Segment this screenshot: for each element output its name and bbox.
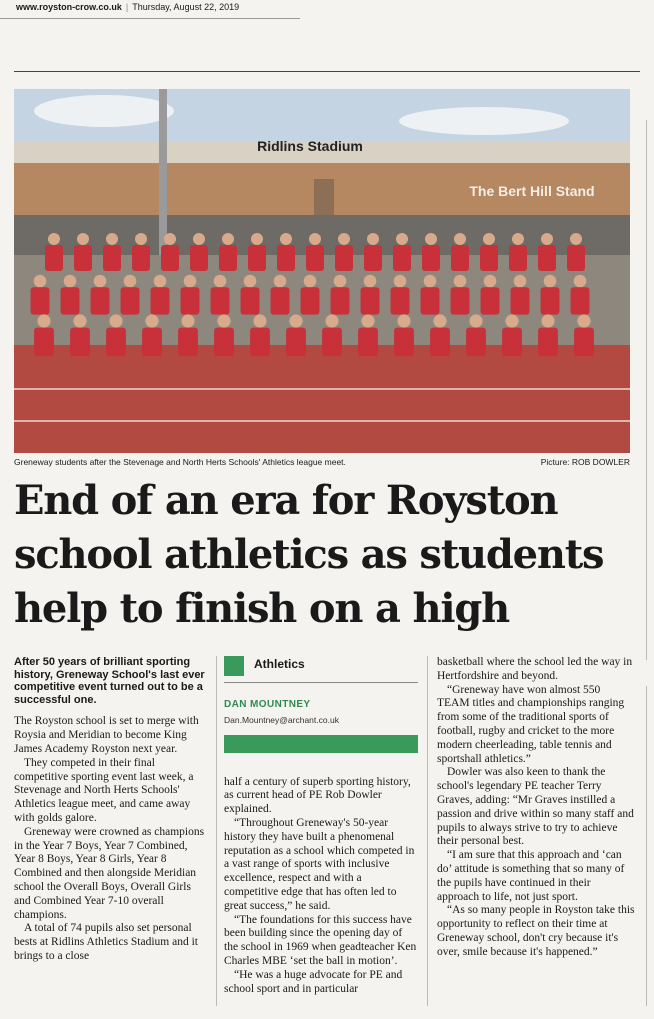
athlete-head <box>217 314 230 327</box>
team-photo <box>14 89 630 453</box>
athlete-head <box>106 233 118 245</box>
athlete-head <box>48 233 60 245</box>
athlete-head <box>289 314 302 327</box>
standfirst: After 50 years of brilliant sporting history, Greneway School's last ever competitive event turned out to be a successful one. <box>14 656 205 706</box>
article-column-1 <box>14 656 210 964</box>
column-body <box>224 776 418 997</box>
athlete-head <box>164 233 176 245</box>
athlete-head <box>338 233 350 245</box>
athlete-vest <box>241 287 260 314</box>
athlete-vest <box>502 328 522 357</box>
stand-sign: The Bert Hill Stand <box>469 183 595 199</box>
paragraph: “The foundations for this success have been building since the opening day of the school in 1969 when geadteacher Ken Charles MBE ‘set the ball in motion’. <box>224 913 417 967</box>
athlete-head <box>325 314 338 327</box>
team-photo-illustration <box>14 89 630 453</box>
athlete-vest <box>190 245 208 271</box>
athlete-vest <box>509 245 527 271</box>
athlete-head <box>77 233 89 245</box>
athlete-vest <box>271 287 290 314</box>
athlete-head <box>34 275 47 288</box>
article-column-3 <box>437 656 635 960</box>
athlete-head <box>364 275 377 288</box>
athlete-vest <box>103 245 121 271</box>
header-rule <box>0 18 300 19</box>
athlete-vest <box>31 287 50 314</box>
headline-line: help to finish on a high <box>14 585 509 632</box>
athlete-vest <box>91 287 110 314</box>
athlete-vest <box>361 287 380 314</box>
athlete-head <box>145 314 158 327</box>
athlete-head <box>361 314 374 327</box>
author-byline: DAN MOUNTNEY <box>224 699 311 710</box>
athlete-head <box>94 275 107 288</box>
athlete-head <box>64 275 77 288</box>
athlete-head <box>253 314 266 327</box>
athlete-vest <box>61 287 80 314</box>
athlete-vest <box>466 328 486 357</box>
stadium-sign: Ridlins Stadium <box>257 138 363 154</box>
athlete-head <box>181 314 194 327</box>
page-edge-line-lower <box>646 686 647 1006</box>
athlete-head <box>512 233 524 245</box>
athlete-vest <box>574 328 594 357</box>
athlete-vest <box>214 328 234 357</box>
paragraph: “I am sure that this approach and ‘can do’ attitude is something that so many of the pupils have continued in their approach to life, not just sport. <box>437 849 625 903</box>
athlete-head <box>424 275 437 288</box>
athlete-vest <box>430 328 450 357</box>
athlete-head <box>274 275 287 288</box>
photo-caption <box>14 455 630 469</box>
paragraph: They competed in their final competitive sporting event last week, a Stevenage and North Herts Schools' Athletics league meet, and came away with golds galore. <box>14 756 194 824</box>
athlete-head <box>367 233 379 245</box>
athlete-vest <box>181 287 200 314</box>
athlete-vest <box>335 245 353 271</box>
athlete-vest <box>511 287 530 314</box>
athlete-vest <box>571 287 590 314</box>
athlete-head <box>251 233 263 245</box>
athlete-head <box>244 275 257 288</box>
athlete-vest <box>391 287 410 314</box>
headline-line: school athletics as students <box>14 531 604 578</box>
athlete-head <box>309 233 321 245</box>
athlete-vest <box>451 287 470 314</box>
athlete-head <box>396 233 408 245</box>
athlete-vest <box>286 328 306 357</box>
athlete-vest <box>161 245 179 271</box>
caption-text: Greneway students after the Stevenage and North Herts Schools' Athletics league meet. <box>14 457 346 467</box>
paragraph: “He was a huge advocate for PE and school sport and in particular <box>224 968 403 995</box>
athlete-vest <box>74 245 92 271</box>
athlete-head <box>304 275 317 288</box>
athlete-vest <box>151 287 170 314</box>
site-url: www.royston-crow.co.uk <box>16 2 122 12</box>
athlete-vest <box>277 245 295 271</box>
athlete-vest <box>34 328 54 357</box>
athlete-vest <box>451 245 469 271</box>
headline-line: End of an era for Royston <box>14 477 558 524</box>
paragraph: “As so many people in Royston take this opportunity to reflect on their time at Greneway school, don't cry because it's over, smile because it's happened.” <box>437 904 635 958</box>
athlete-vest <box>538 245 556 271</box>
paragraph: A total of 74 pupils also set personal bests at Ridlins Athletics Stadium and it brings to a close <box>14 922 198 962</box>
stand-door <box>314 179 334 215</box>
athlete-head <box>397 314 410 327</box>
athlete-vest <box>538 328 558 357</box>
headline <box>14 474 640 636</box>
athlete-vest <box>211 287 230 314</box>
athlete-vest <box>364 245 382 271</box>
article-column-2 <box>224 656 418 996</box>
athlete-vest <box>480 245 498 271</box>
athlete-vest <box>248 245 266 271</box>
athlete-head <box>541 233 553 245</box>
athlete-vest <box>45 245 63 271</box>
athlete-head <box>570 233 582 245</box>
paragraph: Greneway were crowned as champions in the Year 7 Boys, Year 7 Combined, Year 8 Boys, Year 8 Girls, Year 8 Combined and then alongside Meridian school the Overall Boys, Overall Girls and Combined Year 7-10 overall champions. <box>14 825 205 921</box>
section-top-rule <box>14 71 640 72</box>
athlete-vest <box>306 245 324 271</box>
athlete-vest <box>132 245 150 271</box>
athlete-vest <box>301 287 320 314</box>
athlete-head <box>541 314 554 327</box>
running-track <box>14 345 630 453</box>
athlete-head <box>280 233 292 245</box>
athlete-vest <box>393 245 411 271</box>
athlete-head <box>193 233 205 245</box>
page-edge-line <box>646 120 647 660</box>
athlete-vest <box>541 287 560 314</box>
paragraph: basketball where the school led the way in Hertfordshire and beyond. <box>437 656 633 682</box>
athlete-head <box>469 314 482 327</box>
column-divider <box>216 656 217 1006</box>
athlete-vest <box>121 287 140 314</box>
athlete-head <box>425 233 437 245</box>
athlete-vest <box>481 287 500 314</box>
paragraph: “Greneway have won almost 550 TEAM titles and championships ranging from some of the traditional sports of football, rugby and cricket to the more modern cheerleading, table tennis and sportshall athletics.” <box>437 683 625 765</box>
athlete-vest <box>358 328 378 357</box>
floodlight-pole <box>159 89 167 259</box>
athlete-head <box>214 275 227 288</box>
athlete-vest <box>250 328 270 357</box>
paragraph: Dowler was also keen to thank the school's legendary PE teacher Terry Graves, adding: “Mr Graves instilled a passion and drive within so many staff and pupils to always strive to try to achieve their personal best. <box>437 766 634 848</box>
section-tag <box>224 656 418 682</box>
athlete-head <box>154 275 167 288</box>
athlete-vest <box>421 287 440 314</box>
athlete-head <box>433 314 446 327</box>
athlete-vest <box>142 328 162 357</box>
athlete-vest <box>331 287 350 314</box>
athlete-head <box>184 275 197 288</box>
athlete-head <box>394 275 407 288</box>
author-email: Dan.Mountney@archant.co.uk <box>224 714 339 725</box>
athlete-head <box>73 314 86 327</box>
athlete-head <box>109 314 122 327</box>
cloud <box>399 107 569 135</box>
athlete-head <box>574 275 587 288</box>
athlete-head <box>483 233 495 245</box>
section-rule <box>224 682 418 683</box>
athlete-head <box>124 275 137 288</box>
athlete-head <box>135 233 147 245</box>
section-label: Athletics <box>254 657 305 671</box>
athlete-head <box>334 275 347 288</box>
header-separator: | <box>125 2 129 12</box>
issue-date: Thursday, August 22, 2019 <box>132 2 240 12</box>
athlete-head <box>484 275 497 288</box>
cloud <box>34 95 174 127</box>
athlete-vest <box>422 245 440 271</box>
athlete-head <box>505 314 518 327</box>
athlete-head <box>222 233 234 245</box>
paragraph: The Royston school is set to merge with Roysia and Meridian to become King James Academy Royston next year. <box>14 715 199 755</box>
athlete-vest <box>567 245 585 271</box>
column-divider <box>427 656 428 1006</box>
page-header <box>16 0 636 14</box>
paragraph: half a century of superb sporting history, as current head of PE Rob Dowler explained. <box>224 775 411 816</box>
photo-credit: Picture: ROB DOWLER <box>540 457 630 467</box>
athlete-head <box>454 275 467 288</box>
athlete-head <box>577 314 590 327</box>
athlete-head <box>514 275 527 288</box>
athlete-vest <box>70 328 90 357</box>
athlete-vest <box>106 328 126 357</box>
athlete-head <box>454 233 466 245</box>
section-marker-icon <box>224 656 244 676</box>
paragraph: “Throughout Greneway's 50-year history they have built a phenomenal reputation as a school which competed in a vast range of sports with inclusive excellence, respect and with a competitive edge that has often led to great success,” he said. <box>224 816 415 912</box>
athlete-vest <box>219 245 237 271</box>
byline-bar <box>224 735 418 753</box>
athlete-vest <box>394 328 414 357</box>
athlete-vest <box>322 328 342 357</box>
athlete-head <box>544 275 557 288</box>
athlete-vest <box>178 328 198 357</box>
athlete-head <box>37 314 50 327</box>
